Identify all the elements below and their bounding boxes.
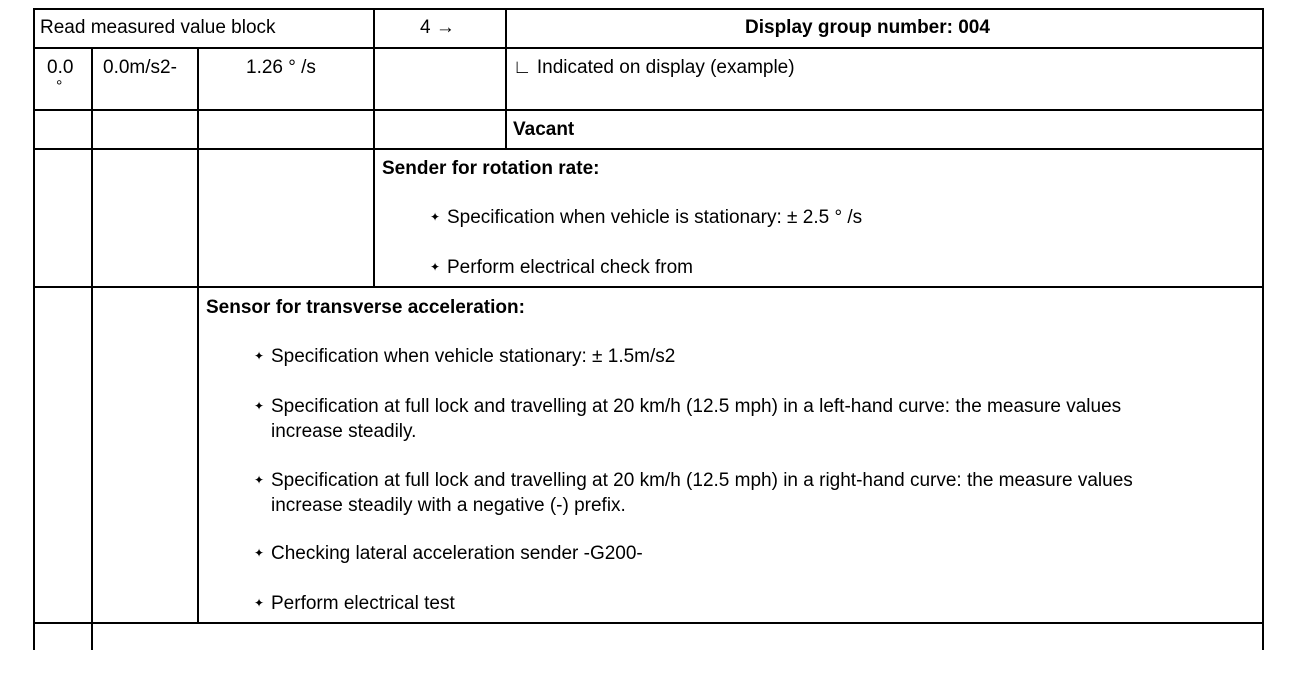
display-field-1-degree: ° — [56, 78, 63, 95]
header-measured-value-block: Read measured value block — [40, 17, 276, 38]
display-field-1: 0.0 — [47, 57, 74, 78]
display-row-bottom-border — [33, 109, 1264, 111]
rotation-spec-stationary: Specification when vehicle is stationary: ± 2.5 ° /s — [447, 207, 863, 228]
bullet-icon: ✦ — [254, 399, 265, 413]
bullet-icon: ✦ — [254, 546, 265, 560]
bullet-icon: ✦ — [430, 260, 441, 274]
bullet-icon: ✦ — [254, 473, 265, 487]
rotation-electrical-check: Perform electrical check from — [447, 257, 694, 278]
col-divider-3 — [373, 8, 375, 288]
table-top-border — [33, 8, 1264, 10]
header-bottom-border — [33, 47, 1264, 49]
transverse-spec-left-curve: Specification at full lock and travelling at 20 km/h (12.5 mph) in a left-hand curve: the measure values — [271, 396, 1122, 417]
header-display-group: Display group number: 004 — [745, 17, 990, 38]
transverse-electrical-test: Perform electrical test — [271, 593, 455, 614]
header-block-number: 4 → — [420, 17, 455, 38]
table-right-border — [1262, 8, 1264, 650]
vacant-row-bottom-border — [33, 148, 1264, 150]
transverse-sensor-title: Sensor for transverse acceleration: — [206, 297, 525, 318]
rotation-row-bottom-border — [33, 286, 1264, 288]
table-left-border — [33, 8, 35, 650]
vacant-label: Vacant — [513, 119, 575, 140]
transverse-spec-stationary: Specification when vehicle stationary: ± 1.5m/s2 — [271, 346, 676, 367]
rotation-sender-title: Sender for rotation rate: — [382, 158, 600, 179]
display-field-3: 1.26 ° /s — [246, 57, 316, 78]
transverse-spec-right-curve-cont: increase steadily with a negative (-) prefix. — [271, 495, 626, 516]
bullet-icon: ✦ — [254, 596, 265, 610]
col-divider-2 — [197, 47, 199, 624]
bullet-icon: ✦ — [430, 210, 441, 224]
indicated-on-display-note: ∟ Indicated on display (example) — [513, 57, 795, 78]
transverse-spec-right-curve: Specification at full lock and travelling at 20 km/h (12.5 mph) in a right-hand curve: the measure values — [271, 470, 1133, 491]
col-divider-1 — [91, 47, 93, 650]
display-field-2: 0.0m/s2- — [103, 57, 177, 78]
transverse-check-g200: Checking lateral acceleration sender -G200- — [271, 543, 643, 564]
transverse-row-bottom-border — [33, 622, 1264, 624]
transverse-spec-left-curve-cont: increase steadily. — [271, 421, 417, 442]
col-divider-4 — [505, 8, 507, 150]
bullet-icon: ✦ — [254, 349, 265, 363]
